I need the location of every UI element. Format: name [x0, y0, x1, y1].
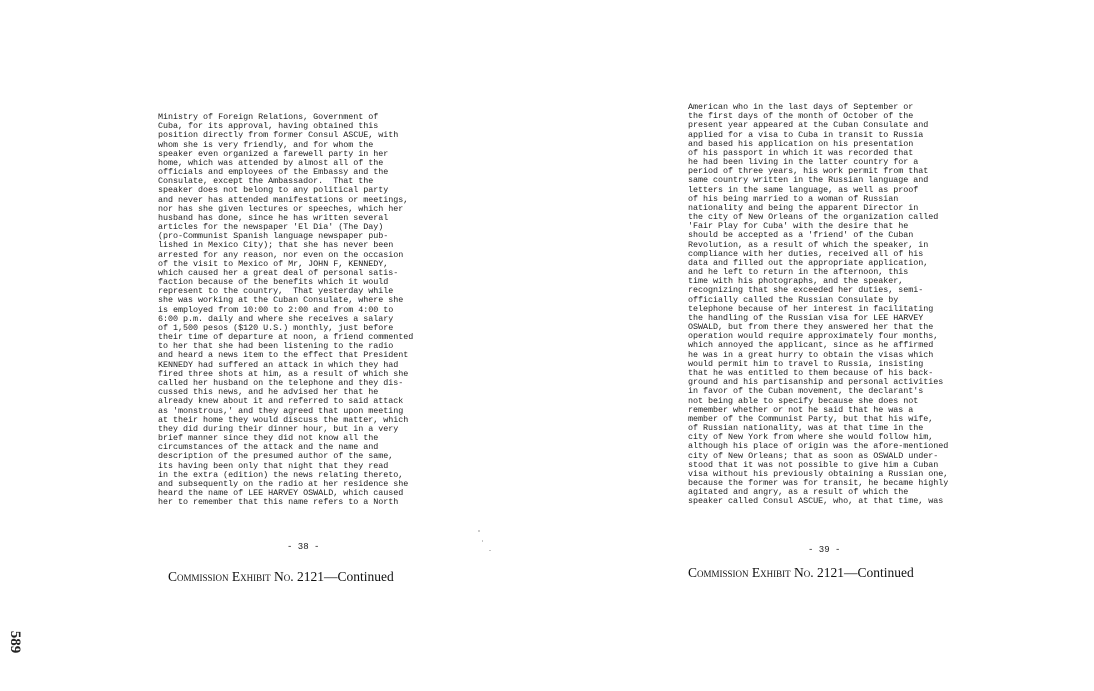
text-line: although his place of origin was the afore-mentioned	[688, 442, 949, 452]
text-line: city of New York from where she would follow him,	[688, 433, 934, 443]
text-line: fired three shots at him, as a result of which she	[158, 369, 409, 379]
text-line: Cuba, for its approval, having obtained this	[158, 122, 379, 132]
text-line: because the former was for transit, he became highly	[688, 479, 949, 489]
text-line: they did during their dinner hour, but in a very	[158, 424, 399, 434]
volume-page-number: 589	[7, 630, 24, 654]
text-line: Ministry of Foreign Relations, Government of	[158, 113, 379, 122]
text-line: 'Fair Play for Cuba' with the desire that he	[688, 222, 909, 232]
text-line: which annoyed the applicant, since as he affirmed	[688, 341, 934, 351]
caption-prefix: Commission Exhibit No.	[168, 569, 294, 584]
text-line: remember whether or not he said that he was a	[688, 405, 914, 415]
text-line: already knew about it and referred to said attack	[158, 397, 404, 407]
text-line: would permit him to travel to Russia, insisting	[688, 359, 924, 369]
text-line: husband has done, since he has written several	[158, 213, 389, 223]
text-line: city of New Orleans; that as soon as OSWALD under-	[688, 451, 939, 461]
text-line: letters in the same language, as well as proof	[688, 185, 919, 195]
text-line: and subsequently on the radio at her residence she	[158, 479, 409, 489]
text-line: speaker even organized a farewell party in her	[158, 149, 389, 159]
text-line: whom she is very friendly, and for whom the	[158, 140, 374, 150]
text-line: stood that it was not possible to give him a Cuban	[688, 460, 939, 470]
text-line: applied for a visa to Cuba in transit to Russia	[688, 130, 924, 140]
text-line: in the extra (edition) the news relating thereto,	[158, 470, 404, 480]
text-line: data and filled out the appropriate application,	[688, 258, 929, 268]
text-line: their time of departure at noon, a friend commented	[158, 333, 414, 343]
caption-suffix: —Continued	[844, 565, 914, 580]
text-line: telephone because of her interest in facilitating	[688, 304, 934, 314]
text-line: is employed from 10:00 to 2:00 and from 4:00 to	[158, 305, 394, 315]
text-line: its having been only that night that they read	[158, 461, 389, 471]
left-page-number: - 38 -	[287, 542, 320, 552]
text-line: and based his application on his presentation	[688, 139, 914, 149]
text-line: speaker called Consul ASCUE, who, at that time, was	[688, 497, 944, 507]
left-page-body	[158, 113, 413, 507]
text-line: time with his photographs, and the speaker,	[688, 277, 904, 287]
text-line: faction because of the benefits which it would	[158, 278, 389, 288]
text-line: home, which was attended by almost all of the	[158, 158, 384, 168]
scan-speck	[478, 530, 480, 532]
text-line: Consulate, except the Ambassador. That the	[158, 177, 374, 187]
scan-speck	[482, 540, 483, 542]
text-line: arrested for any reason, nor even on the occasion	[158, 250, 404, 260]
text-line: (pro-Communist Spanish language newspaper pub-	[158, 232, 389, 242]
text-line: cussed this news, and he advised her that he	[158, 388, 379, 398]
text-line: that he was entitled to them because of his back-	[688, 368, 934, 378]
right-page-body	[688, 103, 948, 507]
text-line: to her that she had been listening to the radio	[158, 342, 394, 352]
text-line: of his passport in which it was recorded that	[688, 148, 914, 158]
text-line: articles for the newspaper 'El Dia' (The Day)	[158, 223, 384, 233]
text-line: lished in Mexico City); that she has never been	[158, 241, 394, 251]
text-line: he was in a great hurry to obtain the visas which	[688, 350, 934, 360]
text-line: operation would require approximately four months,	[688, 332, 939, 342]
text-line: represent to the country, That yesterday while	[158, 287, 394, 297]
text-line: brief manner since they did not know all the	[158, 434, 379, 444]
text-line: same country written in the Russian language and	[688, 176, 929, 186]
text-line: she was working at the Cuban Consulate, where she	[158, 296, 404, 306]
text-line: present year appeared at the Cuban Consulate and	[688, 121, 929, 131]
text-line: visa without his previously obtaining a Russian one,	[688, 469, 949, 479]
text-line: the first days of the month of October of the	[688, 112, 914, 122]
text-line: recognizing that she exceeded her duties, semi-	[688, 286, 924, 296]
text-line: period of three years, his work permit from that	[688, 167, 929, 177]
right-exhibit-caption	[688, 565, 914, 581]
text-line: officially called the Russian Consulate by	[688, 295, 899, 305]
text-line: not being able to specify because she does not	[688, 396, 919, 406]
caption-number: 2121	[297, 569, 325, 584]
text-line: which caused her a great deal of personal satis-	[158, 268, 399, 278]
text-line: agitated and angry, as a result of which the	[688, 488, 909, 498]
text-line: officials and employees of the Embassy and the	[158, 168, 389, 178]
text-line: as 'monstrous,' and they agreed that upon meeting	[158, 406, 404, 416]
text-line: the handling of the Russian visa for LEE HARVEY	[688, 313, 924, 323]
text-line: called her husband on the telephone and they dis-	[158, 378, 404, 388]
text-line: Revolution, as a result of which the speaker, in	[688, 240, 929, 250]
text-line: at their home they would discuss the matter, which	[158, 415, 409, 425]
text-line: of the visit to Mexico of Mr, JOHN F, KENNEDY,	[158, 259, 389, 269]
text-line: nationality and being the apparent Director in	[688, 203, 919, 213]
text-line: American who in the last days of September or	[688, 103, 914, 112]
text-line: KENNEDY had suffered an attack in which they had	[158, 360, 399, 370]
text-line: should be accepted as a 'friend' of the Cuban	[688, 231, 914, 241]
text-line: and heard a news item to the effect that President	[158, 351, 409, 361]
text-line: the city of New Orleans of the organization called	[688, 213, 939, 223]
caption-prefix: Commission Exhibit No.	[688, 565, 814, 580]
text-line: OSWALD, but from there they answered her that the	[688, 323, 934, 333]
text-line: nor has she given lectures or speeches, which her	[158, 204, 404, 214]
text-line: heard the name of LEE HARVEY OSWALD, which caused	[158, 489, 404, 499]
text-line: member of the Communist Party, but that his wife,	[688, 414, 934, 424]
text-line: and never has attended manifestations or meetings,	[158, 195, 409, 205]
text-line: 6:00 p.m. daily and where she receives a salary	[158, 314, 394, 324]
scan-speck	[489, 550, 491, 551]
right-page-number: - 39 -	[808, 545, 841, 555]
caption-suffix: —Continued	[324, 569, 394, 584]
text-line: speaker does not belong to any political party	[158, 186, 389, 196]
text-line: compliance with her duties, received all of his	[688, 249, 924, 259]
text-line: of his being married to a woman of Russian	[688, 194, 899, 204]
caption-number: 2121	[817, 565, 845, 580]
text-line: of Russian nationality, was at that time in the	[688, 424, 924, 434]
text-line: circumstances of the attack and the name and	[158, 443, 379, 453]
text-line: in favor of the Cuban movement, the declarant's	[688, 387, 924, 397]
text-line: and he left to return in the afternoon, this	[688, 268, 909, 278]
left-exhibit-caption	[168, 569, 394, 585]
text-line: description of the presumed author of the same,	[158, 452, 394, 462]
text-line: of 1,500 pesos ($120 U.S.) monthly, just before	[158, 323, 394, 333]
text-line: ground and his partisanship and personal activities	[688, 378, 944, 388]
text-line: he had been living in the latter country for a	[688, 158, 919, 168]
text-line: position directly from former Consul ASCUE, with	[158, 131, 399, 141]
text-line: her to remember that this name refers to a North	[158, 498, 399, 508]
